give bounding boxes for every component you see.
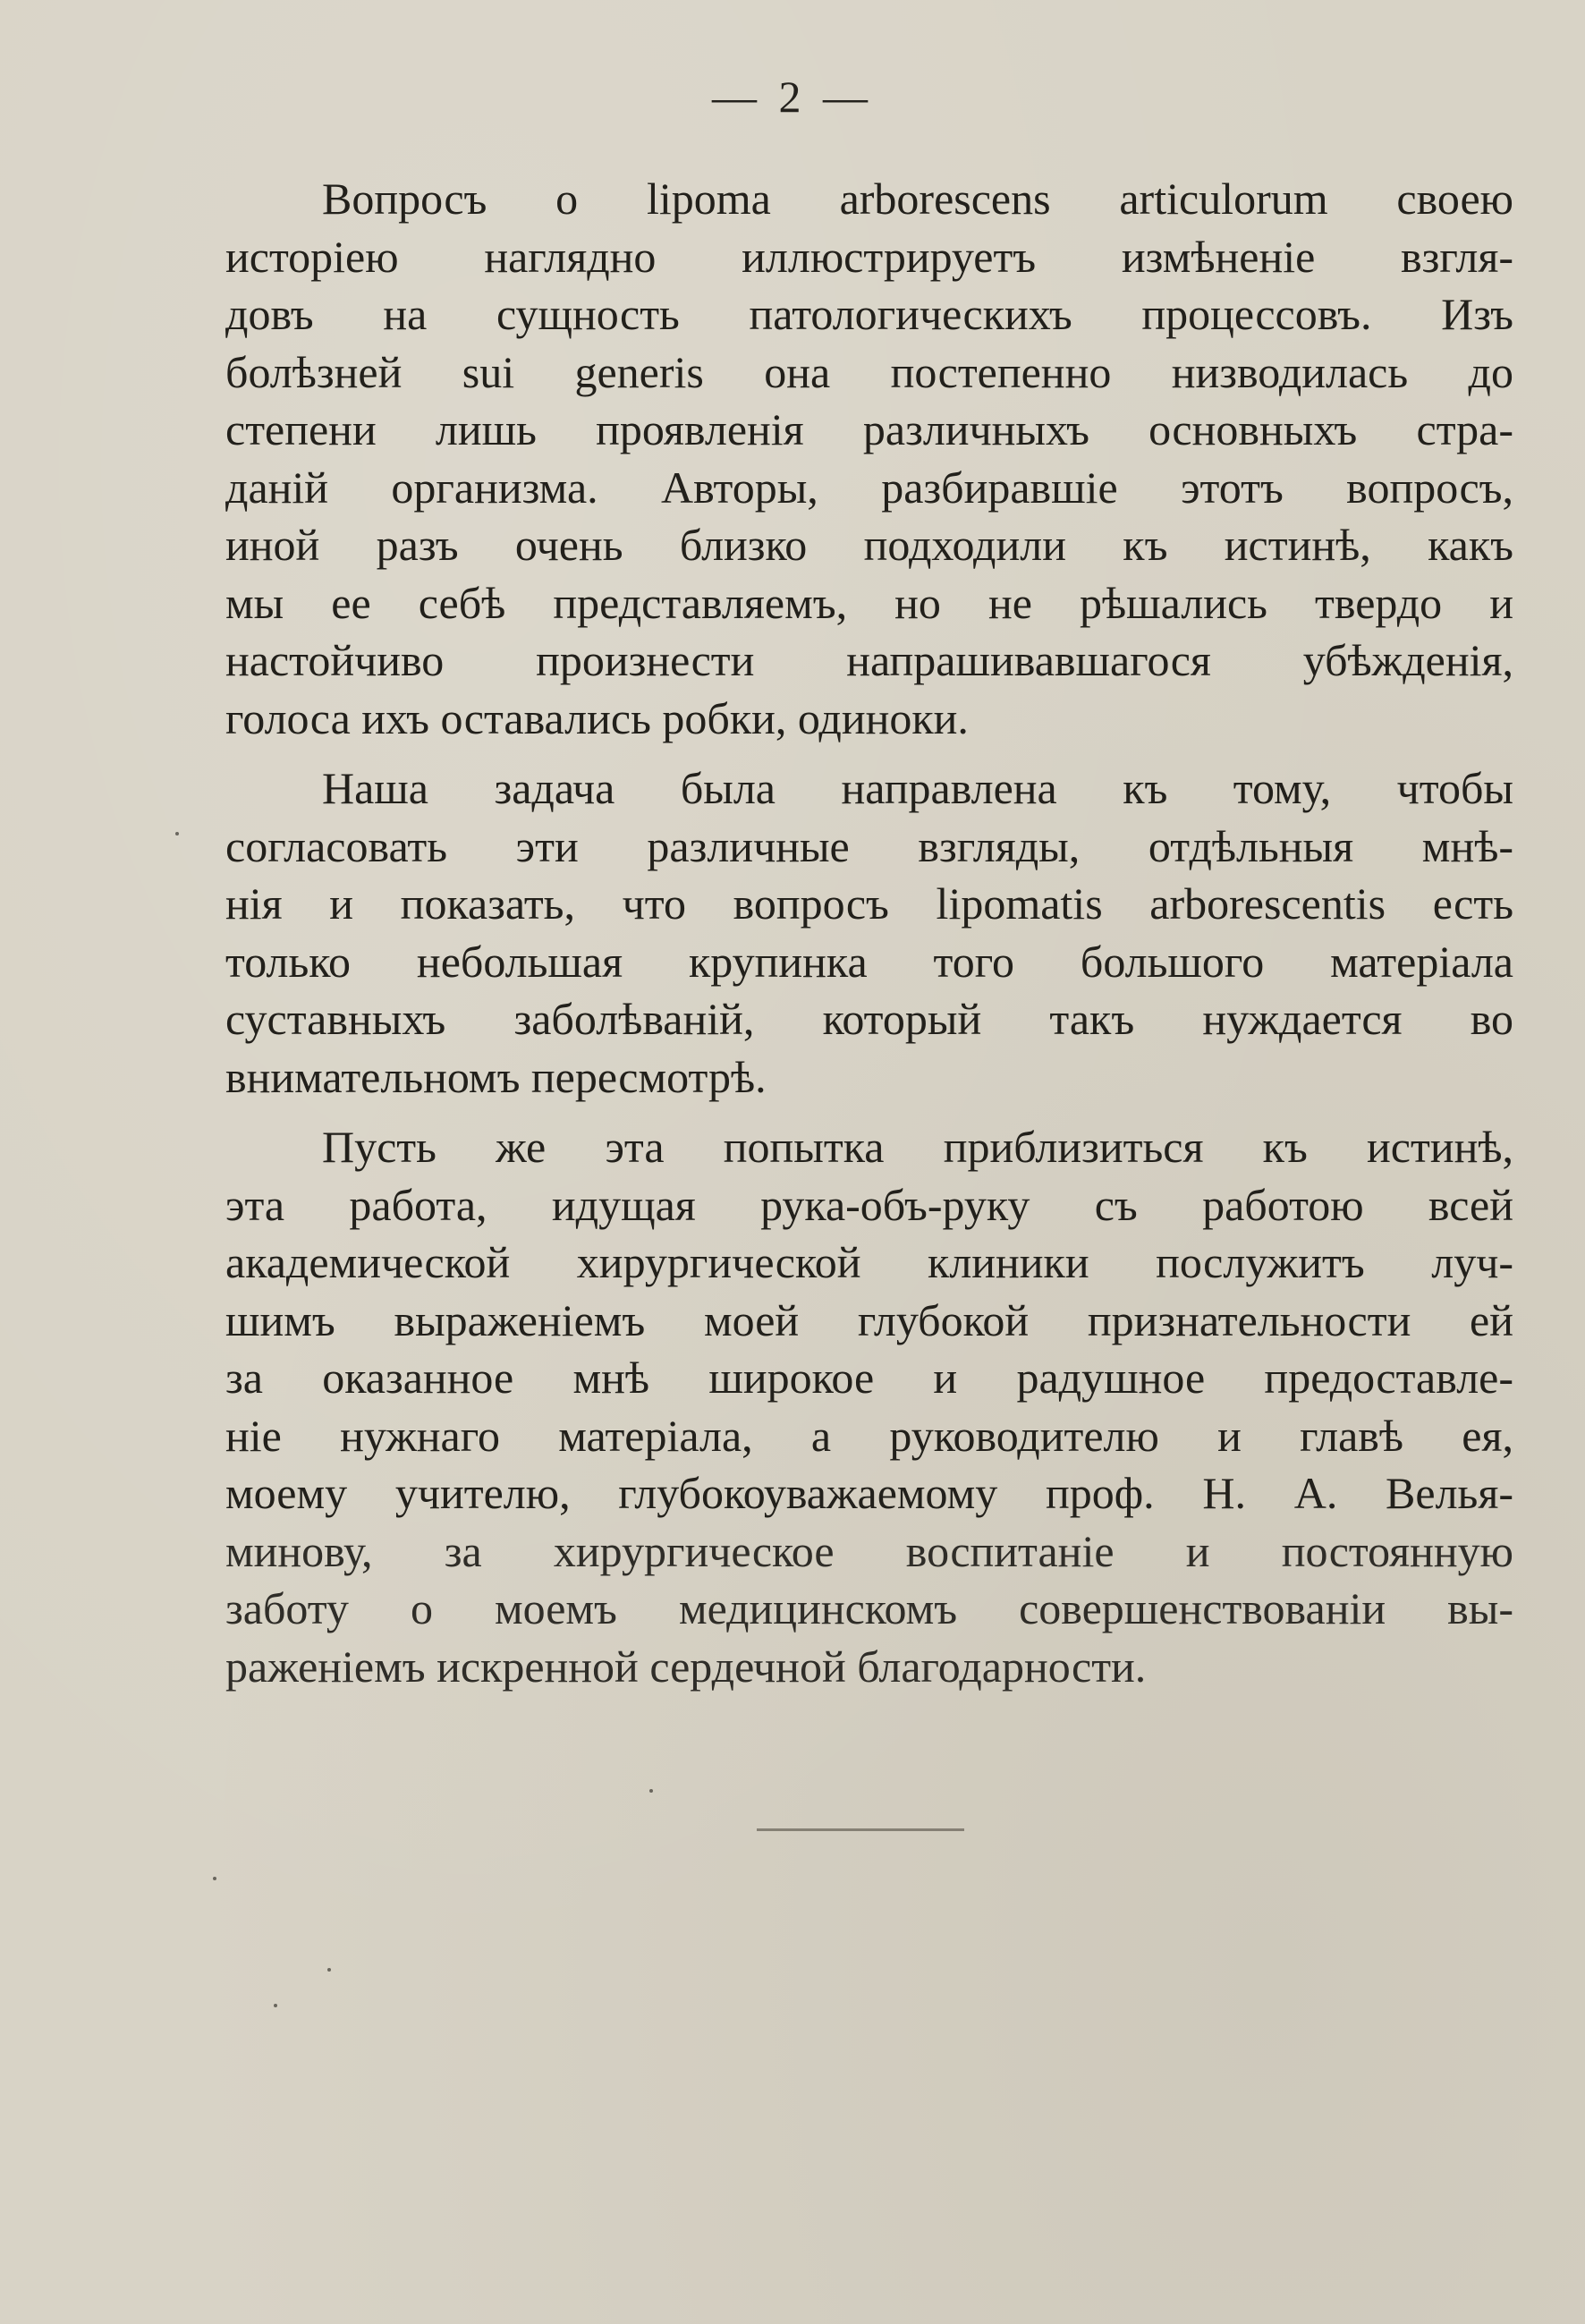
paragraph-3 xyxy=(225,1118,1513,1695)
paragraph-2 xyxy=(225,759,1513,1106)
text-line: эта работа, идущая рука-объ-руку съ работою всей xyxy=(225,1179,1513,1230)
text-line: мы ее себѣ представляемъ, но не рѣшались твердо и xyxy=(225,577,1513,628)
text-line: суставныхъ заболѣваній, который такъ нуждается во xyxy=(225,994,1513,1044)
text-line: заботу о моемъ медицинскомъ совершенствованіи вы- xyxy=(225,1583,1513,1633)
paper-speck xyxy=(175,832,179,835)
text-line: ніе нужнаго матеріала, а руководителю и главѣ ея, xyxy=(225,1410,1513,1461)
paper-speck xyxy=(327,1968,331,1972)
text-line: Пусть же эта попытка приблизиться къ истинѣ, xyxy=(322,1122,1513,1172)
text-line: настойчиво произнести напрашивавшагося убѣжденія, xyxy=(225,635,1513,685)
body-text xyxy=(225,170,1513,1695)
text-line: внимательномъ пересмотрѣ. xyxy=(225,1051,767,1102)
paragraph-gap xyxy=(225,1106,1513,1118)
text-line: Наша задача была направлена къ тому, чтобы xyxy=(322,763,1513,813)
paragraph-1 xyxy=(225,170,1513,747)
text-line: даній организма. Авторы, разбиравшіе этотъ вопросъ, xyxy=(225,462,1513,513)
text-line: шимъ выраженіемъ моей глубокой признательности ей xyxy=(225,1294,1513,1345)
section-divider xyxy=(757,1828,964,1831)
paper-speck xyxy=(649,1789,653,1793)
paper-speck xyxy=(274,2004,277,2007)
paper-speck xyxy=(213,1877,216,1880)
text-line: только небольшая крупинка того большого матеріала xyxy=(225,936,1513,987)
page-number: — 2 — xyxy=(712,72,873,122)
text-line: нія и показать, что вопросъ lipomatis arborescentis есть xyxy=(225,878,1513,929)
text-line: моему учителю, глубокоуважаемому проф. Н. А. Велья- xyxy=(225,1468,1513,1518)
paragraph-gap xyxy=(225,747,1513,759)
text-line: за оказанное мнѣ широкое и радушное предоставле- xyxy=(225,1353,1513,1403)
text-line: болѣзней sui generis она постепенно низводилась до xyxy=(225,346,1513,397)
text-line: иной разъ очень близко подходили къ истинѣ, какъ xyxy=(225,520,1513,570)
text-line: академической хирургической клиники послужитъ луч- xyxy=(225,1237,1513,1287)
text-line: Вопросъ о lipoma arborescens articulorum своею xyxy=(322,174,1513,224)
text-line: минову, за хирургическое воспитаніе и постоянную xyxy=(225,1525,1513,1576)
text-line: согласовать эти различные взгляды, отдѣльныя мнѣ- xyxy=(225,820,1513,871)
text-line: раженіемъ искренной сердечной благодарности. xyxy=(225,1641,1147,1692)
text-line: степени лишь проявленія различныхъ основныхъ стра- xyxy=(225,404,1513,454)
text-line: исторіею наглядно иллюстрируетъ измѣненіе взгля- xyxy=(225,231,1513,282)
text-line: голоса ихъ оставались робки, одиноки. xyxy=(225,692,969,743)
text-line: довъ на сущность патологическихъ процессовъ. Изъ xyxy=(225,289,1513,339)
